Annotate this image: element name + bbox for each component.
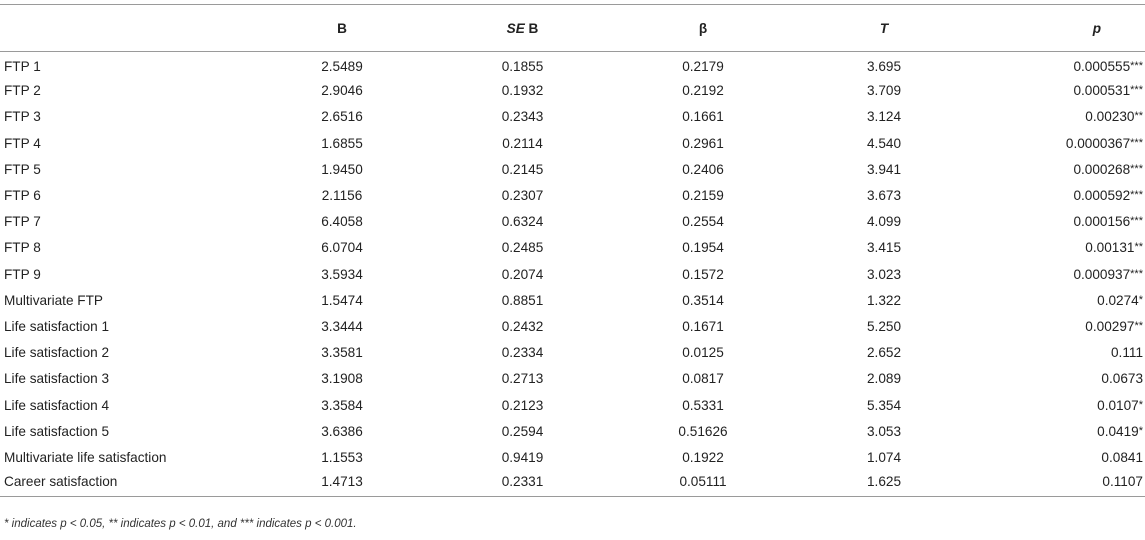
row-label: Life satisfaction 4 bbox=[4, 397, 110, 413]
cell-beta: 0.2159 bbox=[682, 188, 724, 204]
cell-beta: 0.0125 bbox=[682, 345, 724, 361]
row-label: Life satisfaction 1 bbox=[4, 318, 110, 334]
cell-b: 6.0704 bbox=[321, 240, 363, 256]
cell-se-b: 0.1932 bbox=[501, 83, 544, 99]
table-row bbox=[0, 418, 1145, 444]
cell-p bbox=[975, 104, 1145, 130]
cell-t: 3.053 bbox=[866, 423, 902, 439]
cell-t: 1.322 bbox=[866, 292, 902, 308]
cell-p bbox=[975, 156, 1145, 182]
p-value: 0.0000367 bbox=[1065, 135, 1131, 151]
header-p: p bbox=[975, 5, 1145, 52]
cell-t: 3.673 bbox=[866, 188, 902, 204]
table-footnote: * indicates p < 0.05, ** indicates p < 0.01, and *** indicates p < 0.001. bbox=[4, 518, 357, 530]
cell-beta: 0.05111 bbox=[613, 471, 793, 497]
table-row bbox=[0, 52, 1145, 78]
table-row bbox=[0, 444, 1145, 470]
p-value: 0.0673 bbox=[1101, 371, 1143, 387]
cell-b: 3.1908 bbox=[321, 371, 363, 387]
header-b: B bbox=[252, 5, 432, 52]
cell-p bbox=[975, 392, 1145, 418]
cell-t: 2.089 bbox=[866, 371, 902, 387]
cell-b: 1.6855 bbox=[321, 135, 363, 151]
cell-beta: 0.1954 bbox=[682, 240, 724, 256]
cell-b: 3.5934 bbox=[321, 266, 363, 282]
cell-b: 3.3584 bbox=[321, 397, 363, 413]
cell-p bbox=[975, 287, 1145, 313]
p-value: 0.0107 bbox=[1097, 397, 1139, 413]
table-row bbox=[0, 209, 1145, 235]
significance-marker: ** bbox=[1134, 110, 1143, 123]
row-label: FTP 1 bbox=[4, 58, 41, 74]
cell-se-b: 0.2074 bbox=[501, 266, 544, 282]
cell-t: 1.625 bbox=[793, 471, 975, 497]
cell-t: 1.074 bbox=[866, 449, 902, 465]
cell-se-b: 0.8851 bbox=[501, 292, 544, 308]
header-se-prefix: SE bbox=[506, 20, 525, 36]
table-row bbox=[0, 471, 1145, 497]
table-row bbox=[0, 261, 1145, 287]
p-value: 0.000268 bbox=[1073, 161, 1131, 177]
significance-marker: *** bbox=[1130, 136, 1143, 149]
p-value: 0.00131 bbox=[1085, 240, 1135, 256]
significance-marker: * bbox=[1138, 293, 1143, 306]
significance-marker: * bbox=[1138, 424, 1143, 437]
cell-se-b: 0.2123 bbox=[501, 397, 544, 413]
row-label: FTP 3 bbox=[4, 109, 41, 125]
row-label: Multivariate life satisfaction bbox=[4, 449, 167, 465]
table-row bbox=[0, 392, 1145, 418]
cell-se-b: 0.2713 bbox=[501, 371, 544, 387]
cell-p bbox=[975, 209, 1145, 235]
table-row bbox=[0, 182, 1145, 208]
row-label: Life satisfaction 2 bbox=[4, 345, 110, 361]
cell-p bbox=[975, 182, 1145, 208]
cell-se-b: 0.2307 bbox=[501, 188, 544, 204]
cell-se-b: 0.2334 bbox=[501, 345, 544, 361]
p-value: 0.111 bbox=[1111, 345, 1143, 361]
cell-b: 2.5489 bbox=[321, 58, 363, 74]
cell-t: 5.354 bbox=[866, 397, 902, 413]
cell-beta: 0.1661 bbox=[682, 109, 724, 125]
cell-se-b: 0.2145 bbox=[501, 161, 544, 177]
cell-p bbox=[975, 471, 1145, 497]
header-beta: β bbox=[613, 5, 793, 52]
cell-p bbox=[975, 340, 1145, 366]
p-value: 0.000555 bbox=[1073, 58, 1131, 74]
cell-se-b: 0.1855 bbox=[501, 58, 544, 74]
regression-results-table bbox=[0, 4, 1145, 497]
cell-beta: 0.2406 bbox=[682, 161, 724, 177]
significance-marker: *** bbox=[1130, 84, 1143, 97]
cell-p bbox=[975, 366, 1145, 392]
cell-p bbox=[975, 78, 1145, 104]
cell-b: 3.3581 bbox=[321, 345, 363, 361]
cell-se-b: 0.6324 bbox=[501, 214, 544, 230]
significance-marker: *** bbox=[1130, 162, 1143, 175]
header-se-b bbox=[432, 5, 613, 52]
cell-t: 3.941 bbox=[866, 161, 902, 177]
cell-p bbox=[975, 235, 1145, 261]
row-label: FTP 4 bbox=[4, 135, 41, 151]
table-row bbox=[0, 287, 1145, 313]
cell-beta: 0.51626 bbox=[678, 423, 728, 439]
cell-se-b: 0.2114 bbox=[502, 135, 543, 151]
table-header-row bbox=[0, 5, 1145, 52]
header-t: T bbox=[793, 5, 975, 52]
p-value: 0.0841 bbox=[1101, 449, 1143, 465]
cell-se-b: 0.2594 bbox=[501, 423, 544, 439]
cell-b: 1.1553 bbox=[321, 449, 363, 465]
cell-beta: 0.1922 bbox=[682, 449, 724, 465]
significance-marker: *** bbox=[1130, 215, 1143, 228]
cell-beta: 0.3514 bbox=[682, 292, 724, 308]
row-label: FTP 9 bbox=[4, 266, 41, 282]
table-row bbox=[0, 130, 1145, 156]
p-value: 0.0274 bbox=[1097, 292, 1139, 308]
cell-beta: 0.1572 bbox=[682, 266, 724, 282]
cell-se-b: 0.2485 bbox=[501, 240, 544, 256]
header-se-suffix: B bbox=[524, 20, 539, 36]
cell-p bbox=[975, 130, 1145, 156]
cell-p bbox=[975, 52, 1145, 78]
cell-beta: 0.2179 bbox=[682, 58, 724, 74]
p-value: 0.000156 bbox=[1073, 214, 1131, 230]
table-row bbox=[0, 156, 1145, 182]
cell-se-b: 0.2343 bbox=[501, 109, 544, 125]
cell-beta: 0.1671 bbox=[682, 318, 724, 334]
cell-b: 2.9046 bbox=[321, 83, 363, 99]
significance-marker: ** bbox=[1134, 319, 1143, 332]
p-value: 0.00297 bbox=[1085, 318, 1135, 334]
cell-beta: 0.2192 bbox=[682, 83, 724, 99]
cell-p bbox=[975, 313, 1145, 339]
cell-b: 3.6386 bbox=[321, 423, 363, 439]
p-value: 0.1107 bbox=[1102, 474, 1143, 490]
significance-marker: * bbox=[1138, 398, 1143, 411]
cell-b: 2.6516 bbox=[321, 109, 363, 125]
cell-beta: 0.2961 bbox=[682, 135, 724, 151]
cell-b: 3.3444 bbox=[321, 318, 363, 334]
significance-marker: *** bbox=[1130, 267, 1143, 280]
p-value: 0.0419 bbox=[1097, 423, 1139, 439]
p-value: 0.000531 bbox=[1073, 83, 1131, 99]
cell-beta: 0.5331 bbox=[682, 397, 724, 413]
cell-beta: 0.2554 bbox=[682, 214, 724, 230]
cell-p bbox=[975, 444, 1145, 470]
cell-b: 1.9450 bbox=[321, 161, 363, 177]
significance-marker: ** bbox=[1134, 241, 1143, 254]
cell-se-b: 0.2432 bbox=[501, 318, 544, 334]
cell-t: 3.709 bbox=[866, 83, 902, 99]
table-row bbox=[0, 235, 1145, 261]
row-label: FTP 8 bbox=[4, 240, 41, 256]
row-label: FTP 7 bbox=[4, 214, 41, 230]
p-value: 0.00230 bbox=[1085, 109, 1135, 125]
table-row bbox=[0, 78, 1145, 104]
table-row bbox=[0, 340, 1145, 366]
cell-b: 1.5474 bbox=[321, 292, 363, 308]
cell-t: 3.023 bbox=[866, 266, 902, 282]
row-label: FTP 2 bbox=[4, 83, 41, 99]
row-label: Life satisfaction 5 bbox=[4, 423, 110, 439]
cell-t: 3.124 bbox=[866, 109, 902, 125]
cell-p bbox=[975, 261, 1145, 287]
p-value: 0.000592 bbox=[1073, 188, 1131, 204]
cell-t: 3.415 bbox=[866, 240, 902, 256]
cell-t: 2.652 bbox=[866, 345, 902, 361]
cell-t: 5.250 bbox=[866, 318, 902, 334]
row-label: Multivariate FTP bbox=[4, 292, 103, 308]
cell-t: 4.099 bbox=[866, 214, 902, 230]
significance-marker: *** bbox=[1130, 59, 1143, 72]
table-row bbox=[0, 313, 1145, 339]
cell-b: 1.4713 bbox=[252, 471, 432, 497]
cell-t: 4.540 bbox=[866, 135, 902, 151]
cell-t: 3.695 bbox=[866, 58, 902, 74]
header-label bbox=[0, 5, 252, 52]
cell-se-b: 0.9419 bbox=[501, 449, 544, 465]
cell-se-b: 0.2331 bbox=[432, 471, 613, 497]
table-row bbox=[0, 366, 1145, 392]
table-body bbox=[0, 52, 1145, 497]
row-label: Life satisfaction 3 bbox=[4, 371, 110, 387]
p-value: 0.000937 bbox=[1073, 266, 1131, 282]
row-label: FTP 5 bbox=[4, 161, 41, 177]
row-label: Career satisfaction bbox=[0, 471, 252, 497]
cell-b: 2.1156 bbox=[321, 188, 363, 204]
row-label: FTP 6 bbox=[4, 188, 41, 204]
cell-beta: 0.0817 bbox=[682, 371, 724, 387]
cell-b: 6.4058 bbox=[321, 214, 363, 230]
table-row bbox=[0, 104, 1145, 130]
cell-p bbox=[975, 418, 1145, 444]
significance-marker: *** bbox=[1130, 189, 1143, 202]
